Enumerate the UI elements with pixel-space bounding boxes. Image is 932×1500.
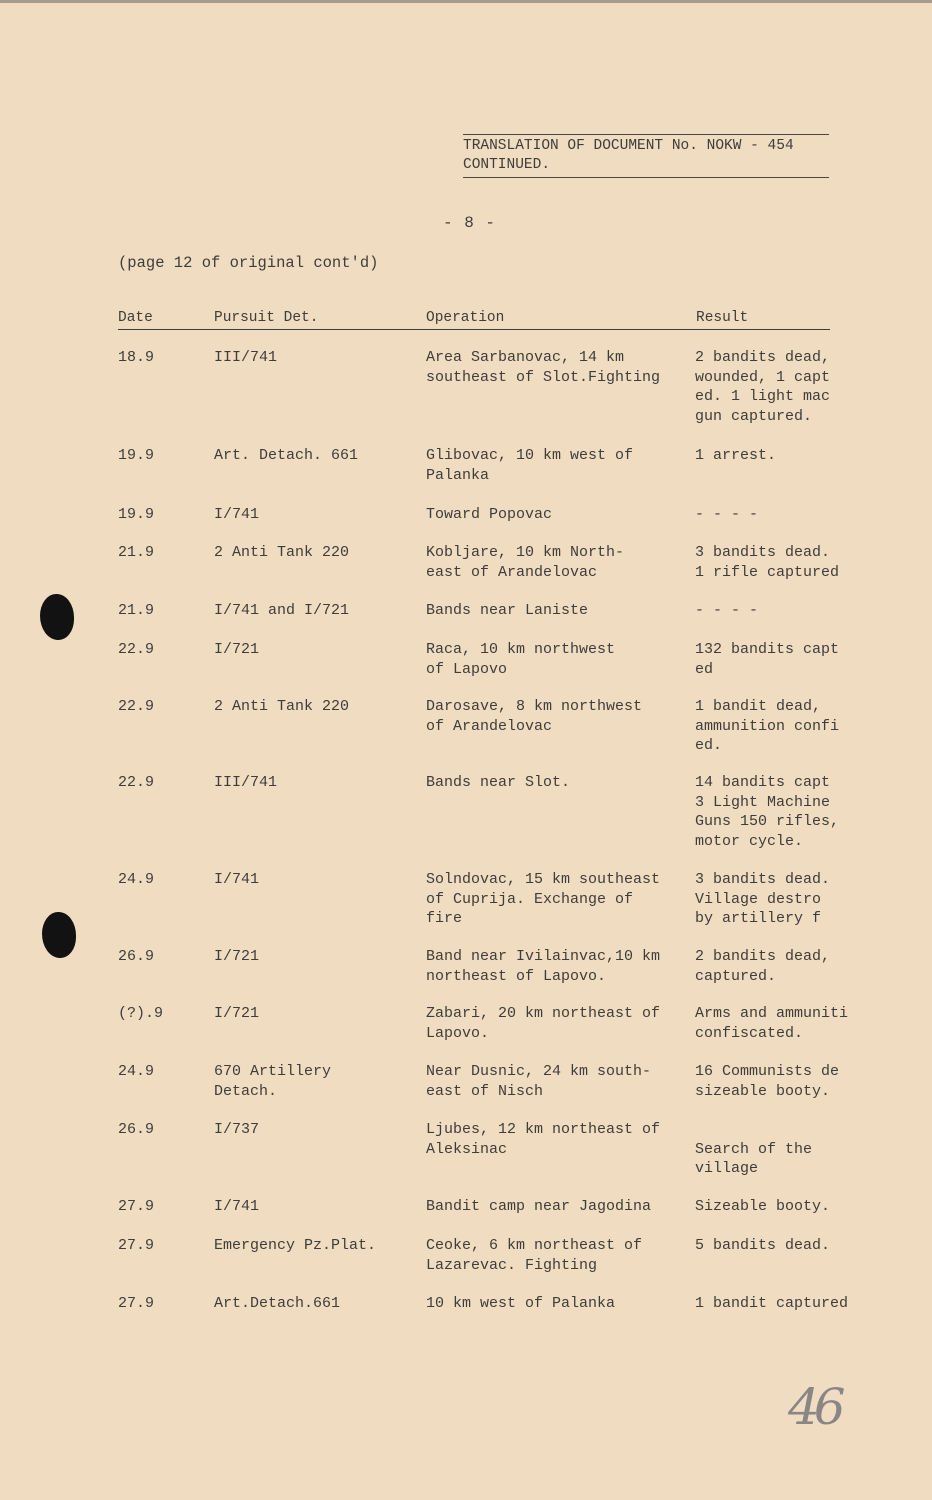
row-operation: Toward Popovac xyxy=(426,506,553,523)
row-date: 18.9 xyxy=(118,349,155,366)
punch-hole xyxy=(42,912,76,958)
row-date: 22.9 xyxy=(118,641,155,658)
row-pursuit: I/741 xyxy=(214,1198,260,1215)
row-result: Arms and ammuniti confiscated. xyxy=(695,1005,849,1042)
column-header-pursuit: Pursuit Det. xyxy=(214,310,319,326)
row-result: 2 bandits dead, captured. xyxy=(695,948,831,985)
row-pursuit: III/741 xyxy=(214,774,278,791)
row-pursuit: I/737 xyxy=(214,1121,260,1138)
row-result: 14 bandits capt 3 Light Machine Guns 150 rifles, motor cycle. xyxy=(695,774,840,850)
row-operation: Solndovac, 15 km southeast of Cuprija. Exchange of fire xyxy=(426,871,661,927)
row-date: (?).9 xyxy=(118,1005,164,1022)
column-header-result: Result xyxy=(696,310,749,326)
row-pursuit: I/741 xyxy=(214,871,260,888)
row-date: 24.9 xyxy=(118,871,155,888)
row-operation: Ceoke, 6 km northeast of Lazarevac. Fighting xyxy=(426,1237,643,1274)
page-top-edge xyxy=(0,0,932,3)
row-result: 132 bandits capt ed xyxy=(695,641,840,678)
row-date: 27.9 xyxy=(118,1295,155,1312)
handwritten-page-mark: 46 xyxy=(788,1378,840,1436)
row-operation: Bands near Slot. xyxy=(426,774,571,791)
header-line-1: TRANSLATION OF DOCUMENT No. NOKW - 454 xyxy=(463,138,794,154)
row-operation: 10 km west of Palanka xyxy=(426,1295,616,1312)
row-operation: Band near Ivilainvac,10 km northeast of Lapovo. xyxy=(426,948,661,985)
row-operation: Area Sarbanovac, 14 km southeast of Slot.Fighting xyxy=(426,349,661,386)
page-number: - 8 - xyxy=(443,214,497,232)
row-operation: Kobljare, 10 km North- east of Arandelovac xyxy=(426,544,625,581)
row-result: Search of the village xyxy=(695,1140,813,1177)
row-date: 27.9 xyxy=(118,1198,155,1215)
table-header-rule xyxy=(118,329,830,330)
row-result: 1 bandit dead, ammunition confi ed. xyxy=(695,698,840,754)
row-date: 27.9 xyxy=(118,1237,155,1254)
row-operation: Zabari, 20 km northeast of Lapovo. xyxy=(426,1005,661,1042)
row-operation: Bandit camp near Jagodina xyxy=(426,1198,652,1215)
row-result: 1 bandit captured xyxy=(695,1295,849,1312)
header-line-2: CONTINUED. xyxy=(463,157,551,173)
row-operation: Ljubes, 12 km northeast of Aleksinac xyxy=(426,1121,661,1158)
original-page-note: (page 12 of original cont'd) xyxy=(118,254,379,272)
translation-header xyxy=(463,134,829,178)
row-date: 21.9 xyxy=(118,544,155,561)
row-pursuit: I/721 xyxy=(214,948,260,965)
row-date: 26.9 xyxy=(118,948,155,965)
row-result: 16 Communists de sizeable booty. xyxy=(695,1063,840,1100)
row-operation: Glibovac, 10 km west of Palanka xyxy=(426,447,634,484)
row-result: 2 bandits dead, wounded, 1 capt ed. 1 light mac gun captured. xyxy=(695,349,831,425)
row-result: 5 bandits dead. xyxy=(695,1237,831,1254)
row-result: 3 bandits dead. Village destro by artillery f xyxy=(695,871,831,927)
row-date: 19.9 xyxy=(118,447,155,464)
row-date: 22.9 xyxy=(118,698,155,715)
punch-hole xyxy=(40,594,74,640)
table-header xyxy=(118,310,830,330)
row-pursuit: 2 Anti Tank 220 xyxy=(214,698,350,715)
row-result: 1 arrest. xyxy=(695,447,777,464)
row-result: - - - - xyxy=(695,602,759,619)
row-pursuit: I/721 xyxy=(214,641,260,658)
row-operation: Darosave, 8 km northwest of Arandelovac xyxy=(426,698,643,735)
row-result: - - - - xyxy=(695,506,759,523)
row-date: 21.9 xyxy=(118,602,155,619)
header-rule-top xyxy=(463,134,829,135)
row-operation: Bands near Laniste xyxy=(426,602,589,619)
column-header-date: Date xyxy=(118,310,153,326)
row-pursuit: I/741 and I/721 xyxy=(214,602,350,619)
row-result: Sizeable booty. xyxy=(695,1198,831,1215)
row-pursuit: 670 Artillery Detach. xyxy=(214,1063,332,1100)
row-result: 3 bandits dead. 1 rifle captured xyxy=(695,544,840,581)
row-pursuit: Emergency Pz.Plat. xyxy=(214,1237,377,1254)
row-operation: Near Dusnic, 24 km south- east of Nisch xyxy=(426,1063,652,1100)
row-date: 19.9 xyxy=(118,506,155,523)
row-pursuit: Art. Detach. 661 xyxy=(214,447,359,464)
row-date: 22.9 xyxy=(118,774,155,791)
row-pursuit: I/741 xyxy=(214,506,260,523)
row-pursuit: I/721 xyxy=(214,1005,260,1022)
row-operation: Raca, 10 km northwest of Lapovo xyxy=(426,641,616,678)
header-rule-bottom xyxy=(463,177,829,178)
column-header-operation: Operation xyxy=(426,310,505,326)
row-pursuit: III/741 xyxy=(214,349,278,366)
row-pursuit: 2 Anti Tank 220 xyxy=(214,544,350,561)
row-date: 26.9 xyxy=(118,1121,155,1138)
row-pursuit: Art.Detach.661 xyxy=(214,1295,341,1312)
row-date: 24.9 xyxy=(118,1063,155,1080)
